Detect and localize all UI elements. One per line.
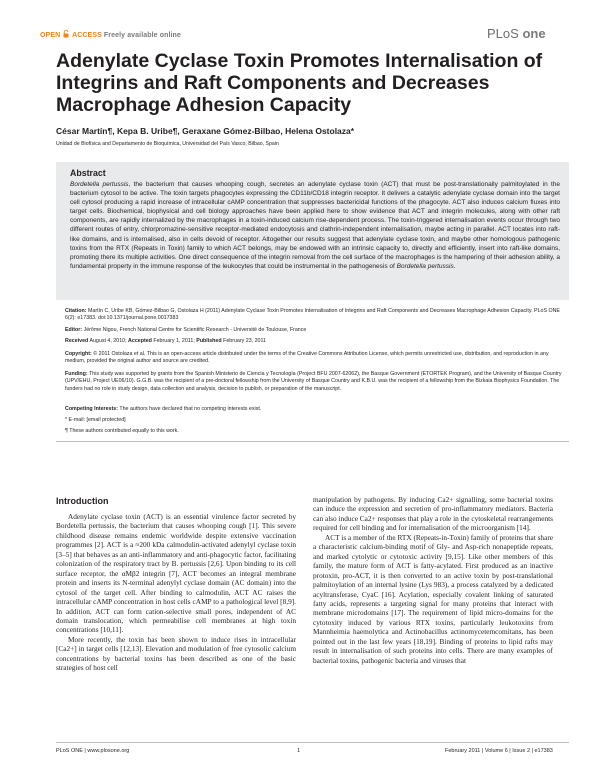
copyright-text: © 2011 Ostolaza et al. This is an open-access article distributed under the terms of the Creative Commons Attribution License, which permits unrestricted use, distribution, and reproduction in any medium, provided the original author and source are credited. xyxy=(65,351,549,365)
abstract-species-end: Bordetella pertussis xyxy=(396,262,454,270)
body-paragraph: Adenylate cyclase toxin (ACT) is an essential virulence factor secreted by Bordetella pertussis, the bacterium that causes whooping cough [1]. This severe childhood disease remains endemic worldwide despite extensive vaccination programmes [2]. ACT is a ≈200 kDa calmodulin-activated adenylyl cyclase toxin [3–5] that behaves as an anti-inflammatory and anti-phagocytic factor, facilitating colonization of the respiratory tract by B. pertussis [2,6]. Upon binding to its cell surface receptor, the αMβ2 integrin [7], ACT becomes an integral membrane protein and inserts its N-terminal adenylyl cyclase domain (AC domain) into the cytosol of the target cell. After binding to calmodulin, ACT AC raises the intracellular cAMP concentration in host cells cAMP to a pathological level [8,9]. In addition, ACT can form cation-selective small pores, independent of AC domain translocation, which permeabilise cell membranes at high toxin concentrations [10,11]. xyxy=(56,512,296,635)
accepted-label: Accepted xyxy=(128,338,152,344)
citation-label: Citation: xyxy=(65,308,87,314)
journal-logo-one: one xyxy=(522,26,546,41)
editor-label: Editor: xyxy=(65,327,83,333)
page-number: 1 xyxy=(297,748,301,754)
citation xyxy=(65,308,565,323)
accepted-date: February 1, 2011; xyxy=(153,338,195,344)
competing-text: The authors have declared that no competing interests exist. xyxy=(119,406,262,412)
abstract-text xyxy=(70,180,560,271)
corresponding-email[interactable]: * E-mail: [email protected] xyxy=(65,417,126,423)
editor-text: Jérôme Nigou, French National Centre for Scientific Research - Université de Toulouse, France xyxy=(83,327,307,333)
funding xyxy=(65,371,565,393)
body-column-left xyxy=(56,512,296,673)
published-label: Published xyxy=(196,338,222,344)
affiliation: Unidad de Biofísica and Departamento de Bioquímica, Universidad del País Vasco, Bilbao, Spain xyxy=(56,141,279,147)
published-date: February 23, 2011 xyxy=(223,338,266,344)
open-access-banner xyxy=(40,30,181,40)
body-paragraph: More recently, the toxin has been shown to induce rises in intracellular [Ca2+] in target cells [12,13]. Elevation and modulation of free cytosolic calcium concentrations by bacterial toxins has been described as one of the basic strategies of host cell xyxy=(56,634,296,673)
editor xyxy=(65,327,565,334)
funding-text: This study was supported by grants from the Spanish Ministerio de Ciencia y Tecnología (Project BFU 2007-62062), the Basque Government (ETORTEK Program), and the University of Basque Country (UPV/EHU, Project UE06/10). G.G.B. was the recipient of a pre-doctoral fellowship from the University of Basque Country and K.B.U. was the recipient of a fellowship from the Bizkaia Biophysics Foundation. The funders had no role in study design, data collection and analysis, decision to publish, or preparation of the manuscript. xyxy=(65,371,562,392)
footer-issue: February 2011 | Volume 6 | Issue 2 | e17383 xyxy=(445,748,553,754)
abstract-body: , the bacterium that causes whooping cough, secretes an adenylate cyclase toxin (ACT) that must be post-translationally palmitoylated in the bacterium cytosol to be active. The toxin targets phagocytes expressing the CD11b/CD18 integrin receptor. It delivers a catalytic adenylate cyclase domain into the target cell cytosol producing a rapid increase of intracellular cAMP concentration that suppresses bactericidal functions of the phagocyte. ACT also induces calcium fluxes into target cells. Biochemical, biophysical and cell biology approaches have been applied here to show evidence that ACT and integrin molecules, along with other raft components, are rapidly internalized by the macrophages in a toxin-induced calcium rise-dependent process. The toxin-triggered internalisation events occur through two different routes of entry, chlorpromazine-sensitive receptor-mediated endocytosis and clathrin-independent internalisation, maybe acting in parallel. ACT locates into raft-like domains, and is internalised, also in cells devoid of receptor. Altogether our results suggest that adenylate cyclase toxin, and maybe other homologous pathogenic toxins from the RTX (Repeats in Toxin) family to which ACT belongs, may be endowed with an intrinsic capacity to, directly and efficiently, insert into raft-like domains, promoting there its multiple activities. One direct consequence of the integrin removal from the cell surface of the macrophages is the hampering of their adhesion ability, a fundamental property in the immune response of the leukocytes that could be instrumental in the pathogenesis of xyxy=(70,181,561,270)
funding-label: Funding: xyxy=(65,371,88,377)
competing-label: Competing Interests: xyxy=(65,406,118,412)
section-divider xyxy=(56,441,569,442)
dates xyxy=(65,338,565,345)
footer-journal: PLoS ONE | www.plosone.org xyxy=(56,748,130,754)
citation-text: Martín C, Uribe KB, Gómez-Bilbao G, Ostolaza H (2011) Adenylate Cyclase Toxin Promotes Internalisation of Integrins and Raft Components and Decreases Macrophage Adhesion Capacity. PLoS ONE 6(2): e17383. doi:10.1371/journal.pone.0017383 xyxy=(65,308,560,322)
abstract-species: Bordetella pertussis xyxy=(70,181,129,188)
competing-interests xyxy=(65,406,565,413)
open-access-prefix: OPEN xyxy=(40,32,61,39)
article-title: Adenylate Cyclase Toxin Promotes Internalisation of Integrins and Raft Components and Decreases Macrophage Adhesion Capacity xyxy=(56,50,543,116)
copyright xyxy=(65,351,565,366)
copyright-label: Copyright: xyxy=(65,351,92,357)
equal-contribution-note: ¶ These authors contributed equally to this work. xyxy=(65,428,179,434)
freely-available-label: Freely available online xyxy=(103,32,181,39)
body-column-right xyxy=(313,495,553,665)
introduction-heading: Introduction xyxy=(56,496,109,506)
journal-logo xyxy=(487,26,546,41)
abstract-end: . xyxy=(453,262,456,270)
body-paragraph: manipulation by pathogens. By inducing Ca2+ signalling, some bacterial toxins can induce the expression and secretion of pro-inflammatory mediators. Bacteria can also induce Ca2+ responses that play a role in the cytoskeletal rearrangements required for cell binding and for internalisation of the microorganism [14]. xyxy=(313,495,553,533)
abstract-heading: Abstract xyxy=(70,168,106,178)
journal-logo-plos: PLoS xyxy=(487,26,519,41)
received-date: August 4, 2010; xyxy=(89,338,127,344)
open-lock-icon xyxy=(63,30,69,40)
footer-divider xyxy=(56,742,569,743)
received-label: Received xyxy=(65,338,89,344)
body-paragraph: ACT is a member of the RTX (Repeats-in-Toxin) family of proteins that share a characteristic calcium-binding motif of Gly- and Asp-rich nonapeptide repeats, and marked cytolytic or cytotoxic activity [9,15]. Like other members of this family, the mature form of ACT is fatty-acylated. First produced as an inactive protoxin, pro-ACT, it is then converted to an active toxin by post-translational palmitoylation of an internal lysine (Lys 983), a process catalyzed by a dedicated acyltransferase, CyaC [16]. Acylation, especially covalent linking of saturated fatty acids, represents a targeting signal for many proteins that interact with membrane microdomains [17]. The requirement of lipid micro-domains for the cytotoxity induced by various RTX toxins, particularly leukotoxins from Mannheimia haemolytica and Actinobacillus actinomycetemcomitans, has been pointed out in the last few years [18,19]. Binding of proteins to lipid rafts may result in internalisation of such proteins into cells. There are many examples of bacterial toxins, pathogenic bacteria and viruses that xyxy=(313,532,553,665)
open-access-suffix: ACCESS xyxy=(72,32,102,39)
author-list: César Martín¶, Kepa B. Uribe¶, Geraxane Gómez-Bilbao, Helena Ostolaza* xyxy=(56,126,355,136)
